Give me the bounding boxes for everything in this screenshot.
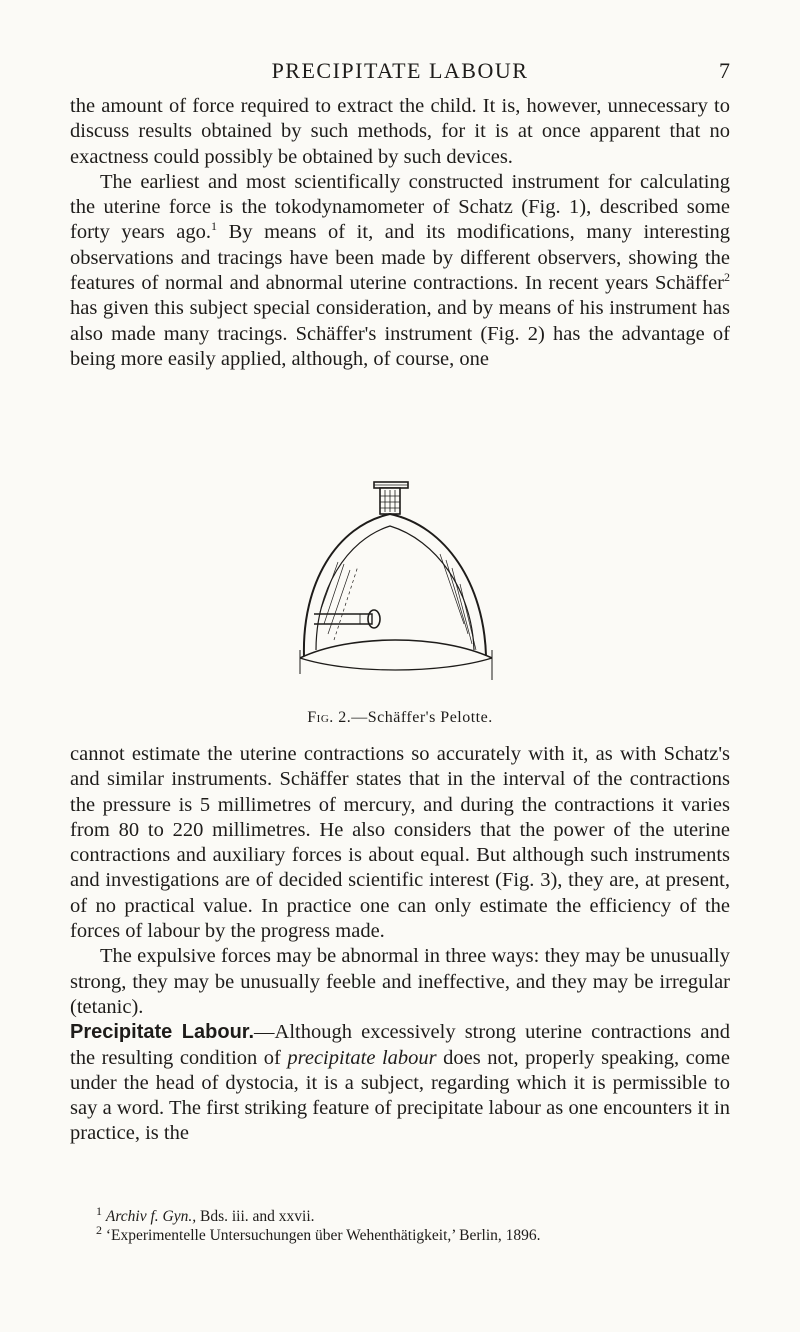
paragraph-3 xyxy=(70,742,730,944)
paragraph-1 xyxy=(70,94,730,170)
figure-pelotte xyxy=(150,474,650,694)
paragraph-4-text: The expulsive forces may be abnormal in three ways: they may be unusually strong, they may be unusually feeble and ineffective, and they may be irregular (tetanic). xyxy=(70,945,730,1018)
page-number: 7 xyxy=(719,58,730,83)
paragraph-2-text-c: has given this subject special consideration, and by means of his instrument has also made many tracings. Schäffer's instrument (Fig. 2) has the advantage of being more easily applied, although, of course, one xyxy=(70,297,730,370)
paragraph-5-emphasis: precipitate labour xyxy=(287,1046,437,1069)
paragraph-5-text-a: —Although excessively strong uterine contractions and the resulting condition of xyxy=(70,1021,730,1069)
body-text-bottom xyxy=(70,742,730,1147)
paragraph-5-text-b: does not, properly speaking, come under the head of dystocia, it is a subject, regarding which it is permissible to say a word. The first striking feature of precipitate labour as one encounters it in practice, is the xyxy=(70,1046,730,1145)
paragraph-1-text: the amount of force required to extract the child. It is, however, unnecessary to discuss results obtained by such methods, for it is at once apparent that no exactness could possibly be obtained by such devices. xyxy=(70,95,730,168)
footnote-marker-2: 2 xyxy=(96,1222,102,1237)
footnotes xyxy=(96,1203,736,1245)
figure-caption xyxy=(0,709,800,727)
paragraph-2 xyxy=(70,170,730,372)
footnote-2-text: ‘Experimentelle Untersuchungen über Wehenthätigkeit,’ Berlin, 1896. xyxy=(102,1227,541,1244)
paragraph-3-text: cannot estimate the uterine contractions so accurately with it, as with Schatz's and similar instruments. Schäffer states that in the interval of the contractions the pressure is 5 millimetres of mercury, and during the contractions it varies from 80 to 220 millimetres. He also considers that the power of the uterine contractions and auxiliary forces is about equal. But although such instruments and investigations are of decided scientific interest (Fig. 3), they are, at present, of no practical value. In practice one can only estimate the efficiency of the forces of labour by the progress made. xyxy=(70,743,730,943)
footnote-1-text: Bds. iii. and xxvii. xyxy=(196,1208,315,1225)
footnote-ref-2: 2 xyxy=(724,270,730,285)
footnote-2 xyxy=(96,1222,736,1245)
running-head: PRECIPITATE LABOUR xyxy=(271,58,529,83)
section-heading: Precipitate Labour. xyxy=(70,1021,255,1044)
footnote-ref-1: 1 xyxy=(210,219,217,234)
pelotte-illustration xyxy=(240,474,560,694)
body-text-top xyxy=(70,94,730,372)
footnote-marker-1: 1 xyxy=(96,1203,102,1218)
footnote-1-italic: Archiv f. Gyn., xyxy=(105,1208,197,1225)
page-header xyxy=(70,58,730,88)
footnote-1 xyxy=(96,1203,736,1226)
paragraph-5 xyxy=(70,1020,730,1146)
figure-caption-text: —Schäffer's Pelotte. xyxy=(351,709,493,726)
paragraph-2-text-b: By means of it, and its modifications, many interesting observations and tracings have been made by different observers, showing the features of normal and abnormal uterine contractions. In recent years Schäffer xyxy=(70,221,730,295)
paragraph-2-text-a: The earliest and most scientifically constructed instrument for calculating the uterine force is the tokodynamometer of Schatz (Fig. 1), described some forty years ago. xyxy=(70,170,730,244)
figure-label: Fig. 2. xyxy=(307,709,352,726)
paragraph-4 xyxy=(70,944,730,1020)
